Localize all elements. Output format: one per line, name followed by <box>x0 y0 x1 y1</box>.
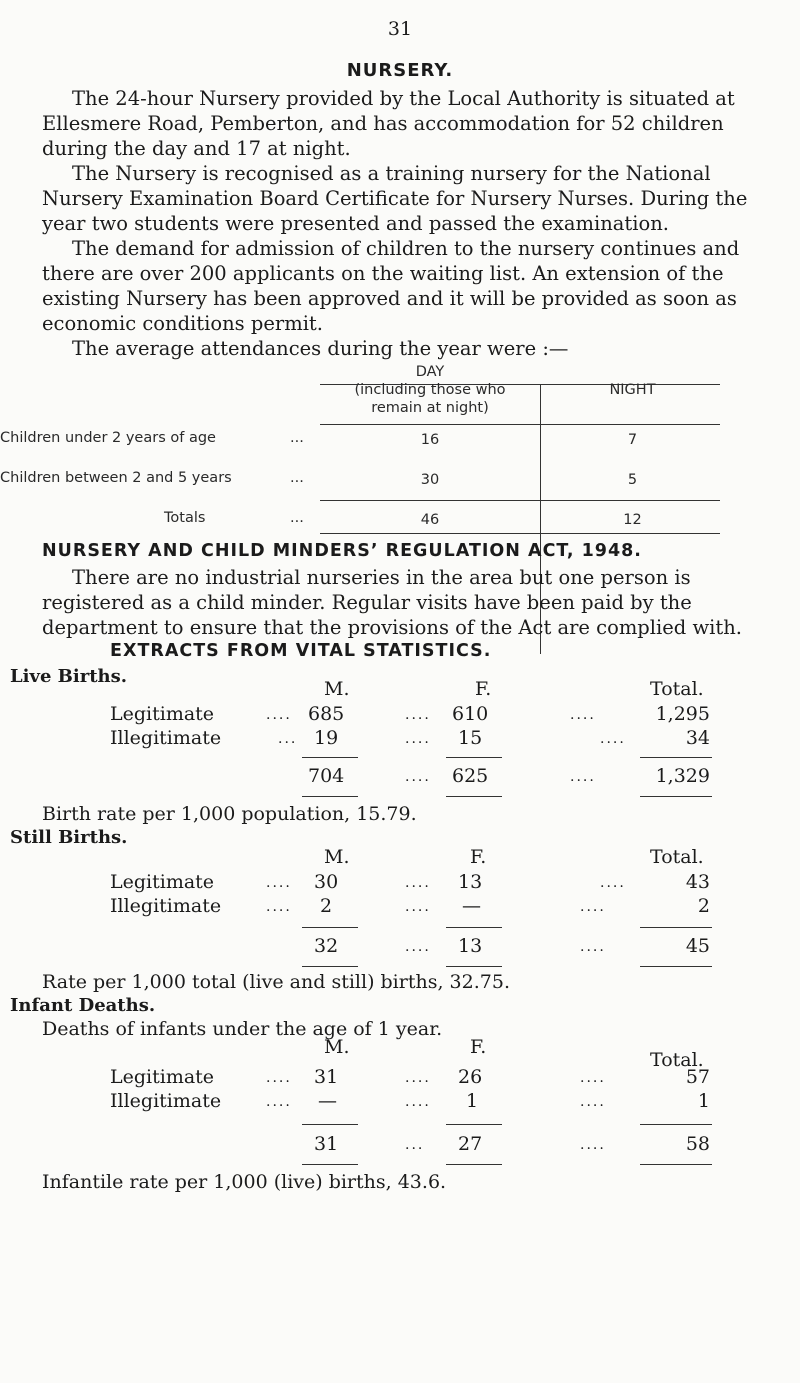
leader-dots: .... <box>600 875 626 891</box>
row-f-value: 610 <box>452 703 489 725</box>
leader-dots: .... <box>405 899 431 915</box>
leader-dots: .... <box>405 1094 431 1110</box>
totals-m-value: 31 <box>314 1133 339 1155</box>
nursery-paragraph-4: The average attendances during the year were :— <box>72 337 569 360</box>
live-total-header: Total. <box>650 678 704 700</box>
leader-dots: .... <box>405 707 431 723</box>
total-rule <box>640 796 712 797</box>
sum-rule <box>640 757 712 758</box>
nursery-paragraph-3: The demand for admission of children to the nursery continues and there are over 200 applicants on the waiting list. An extension of the existing Nursery has been approved and it will be provided as soon as economic conditions permit. <box>42 237 740 335</box>
day-header-line2: (including those who <box>354 382 506 398</box>
header-rule <box>320 424 720 425</box>
totals-label: Totals <box>164 510 206 526</box>
row-m-value: 685 <box>308 703 345 725</box>
leader-dots: .... <box>266 875 292 891</box>
totals-total-value: 58 <box>685 1133 710 1155</box>
still-m-header: M. <box>324 846 350 868</box>
row-total-value: 57 <box>685 1066 710 1088</box>
sum-rule <box>302 757 358 758</box>
totals-rule <box>320 500 720 501</box>
nursery-paragraph-1: The 24-hour Nursery provided by the Local Authority is situated at Ellesmere Road, Pemberton, and has accommodation for 52 children during the day and 17 at night. <box>42 87 735 160</box>
leader-dots: .... <box>266 1094 292 1110</box>
total-rule <box>302 1164 358 1165</box>
live-f-header: F. <box>475 678 492 700</box>
row-f-value: — <box>462 895 481 917</box>
nursery-heading: NURSERY. <box>346 60 454 81</box>
row-m-value: 30 <box>314 871 339 893</box>
page-number: 31 <box>387 18 413 40</box>
still-f-header: F. <box>470 846 487 868</box>
leader-dots: .... <box>570 769 596 785</box>
sum-rule <box>446 927 502 928</box>
infant-deaths-title: Infant Deaths. <box>10 995 156 1016</box>
infant-m-header: M. <box>324 1036 350 1058</box>
totals-f-value: 27 <box>458 1133 483 1155</box>
total-rule <box>302 796 358 797</box>
totals-total-value: 1,329 <box>655 765 710 787</box>
row-day-value: 30 <box>420 472 440 488</box>
leader-dots: .... <box>266 899 292 915</box>
row-m-value: 2 <box>320 895 333 917</box>
totals-total-value: 45 <box>685 935 710 957</box>
infant-total-header: Total. <box>650 1049 704 1071</box>
row-label: Children between 2 and 5 years <box>0 470 232 486</box>
row-total-value: 1 <box>697 1090 710 1112</box>
row-label: Legitimate <box>110 1066 215 1088</box>
row-total-value: 34 <box>685 727 710 749</box>
leader-dots: .... <box>580 1070 606 1086</box>
total-rule <box>446 1164 502 1165</box>
nursery-paragraph-2: The Nursery is recognised as a training nursery for the National Nursery Examination Board Certificate for Nursery Nurses. During the year two students were presented and passed the examination. <box>42 162 748 235</box>
birth-rate-text: Birth rate per 1,000 population, 15.79. <box>42 803 417 825</box>
table-bottom-rule <box>320 533 720 534</box>
row-label: Legitimate <box>110 871 215 893</box>
regulation-heading: NURSERY AND CHILD MINDERS’ REGULATION ACT, 1948. <box>42 541 642 561</box>
leader-dots: .... <box>266 707 292 723</box>
row-label: Illegitimate <box>110 895 222 917</box>
row-total-value: 1,295 <box>655 703 710 725</box>
sum-rule <box>302 1124 358 1125</box>
row-day-value: 16 <box>420 432 440 448</box>
leader-dots: ... <box>405 1137 425 1153</box>
total-rule <box>640 966 712 967</box>
row-label: Illegitimate <box>110 1090 222 1112</box>
row-f-value: 1 <box>466 1090 479 1112</box>
row-f-value: 13 <box>458 871 483 893</box>
leader-dots: .... <box>580 939 606 955</box>
totals-night-value: 12 <box>623 512 642 528</box>
leader-dots: .... <box>580 1094 606 1110</box>
row-label: Children under 2 years of age <box>0 430 216 446</box>
row-m-value: — <box>318 1090 337 1112</box>
row-total-value: 43 <box>685 871 710 893</box>
night-header: NIGHT <box>609 382 656 398</box>
sum-rule <box>640 927 712 928</box>
row-total-value: 2 <box>697 895 710 917</box>
still-rate-text: Rate per 1,000 total (live and still) births, 32.75. <box>42 971 510 993</box>
row-f-value: 26 <box>458 1066 483 1088</box>
total-rule <box>640 1164 712 1165</box>
leader-dots: .... <box>266 1070 292 1086</box>
total-rule <box>446 796 502 797</box>
row-leader: ... <box>290 430 304 446</box>
row-m-value: 19 <box>314 727 339 749</box>
sum-rule <box>446 1124 502 1125</box>
row-label: Legitimate <box>110 703 215 725</box>
infantile-rate-text: Infantile rate per 1,000 (live) births, 43.6. <box>42 1171 447 1193</box>
leader-dots: .... <box>580 899 606 915</box>
totals-f-value: 625 <box>452 765 489 787</box>
leader-dots: .... <box>405 875 431 891</box>
nursery-paragraphs <box>42 86 754 361</box>
leader-dots: .... <box>405 1070 431 1086</box>
row-leader: ... <box>290 470 304 486</box>
sum-rule <box>640 1124 712 1125</box>
leader-dots: .... <box>405 731 431 747</box>
live-m-header: M. <box>324 678 350 700</box>
row-night-value: 7 <box>627 432 638 448</box>
sum-rule <box>302 927 358 928</box>
row-night-value: 5 <box>627 472 638 488</box>
totals-m-value: 704 <box>308 765 345 787</box>
leader-dots: .... <box>600 731 626 747</box>
day-header-line1: DAY <box>415 364 445 380</box>
day-header-line3: remain at night) <box>371 400 489 416</box>
leader-dots: ... <box>278 731 298 747</box>
leader-dots: .... <box>405 939 431 955</box>
infant-deaths-subtitle: Deaths of infants under the age of 1 year. <box>42 1018 443 1040</box>
totals-day-value: 46 <box>420 512 440 528</box>
totals-leader: ... <box>290 510 304 526</box>
row-label: Illegitimate <box>110 727 222 749</box>
total-rule <box>302 966 358 967</box>
leader-dots: .... <box>405 769 431 785</box>
total-rule <box>446 966 502 967</box>
live-births-title: Live Births. <box>10 666 128 687</box>
extracts-heading: EXTRACTS FROM VITAL STATISTICS. <box>110 641 492 661</box>
row-f-value: 15 <box>458 727 483 749</box>
leader-dots: .... <box>570 707 596 723</box>
totals-f-value: 13 <box>458 935 483 957</box>
still-total-header: Total. <box>650 846 704 868</box>
regulation-paragraph-block <box>42 565 754 640</box>
row-m-value: 31 <box>314 1066 339 1088</box>
regulation-paragraph: There are no industrial nurseries in the area but one person is registered as a child minder. Regular visits have been paid by the department to ensure that the provisions of the Act are complied with. <box>42 566 743 639</box>
still-births-title: Still Births. <box>10 827 128 848</box>
leader-dots: .... <box>580 1137 606 1153</box>
infant-f-header: F. <box>470 1036 487 1058</box>
sum-rule <box>446 757 502 758</box>
totals-m-value: 32 <box>314 935 339 957</box>
